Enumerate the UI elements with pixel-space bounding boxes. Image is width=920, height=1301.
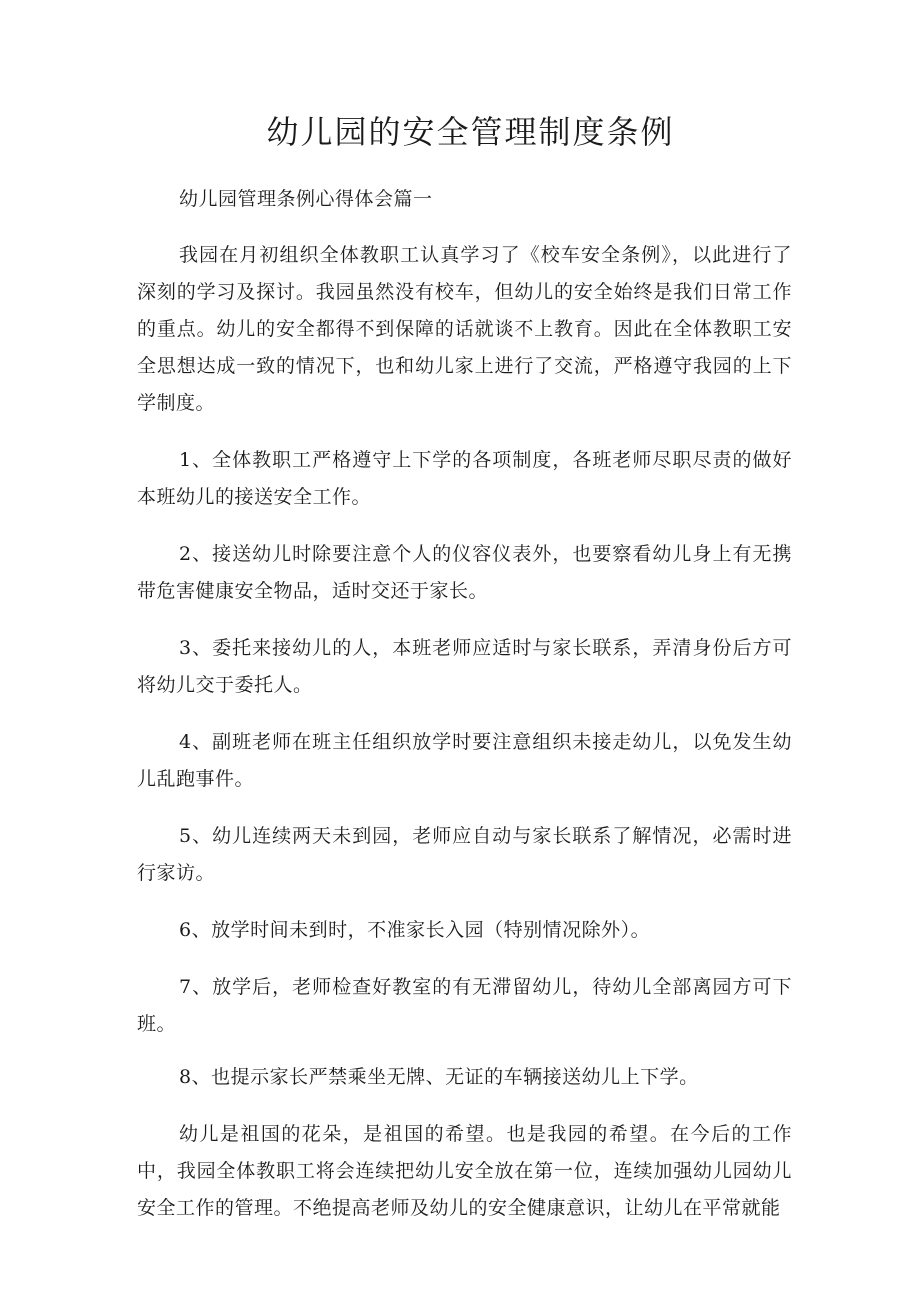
rule-item-5: 5、幼儿连续两天未到园，老师应自动与家长联系了解情况，必需时进行家访。 <box>137 825 792 884</box>
rule-item-1: 1、全体教职工严格遵守上下学的各项制度，各班老师尽职尽责的做好本班幼儿的接送安全工作。 <box>137 449 792 508</box>
document-title: 幼儿园的安全管理制度条例 <box>266 113 675 151</box>
rule-item-2: 2、接送幼儿时除要注意个人的仪容仪表外，也要察看幼儿身上有无携带危害健康安全物品，适时交还于家长。 <box>137 543 792 602</box>
rule-item-3: 3、委托来接幼儿的人，本班老师应适时与家长联系，弄清身份后方可将幼儿交于委托人。 <box>137 637 792 696</box>
section-subtitle: 幼儿园管理条例心得体会篇一 <box>179 188 433 210</box>
rule-item-6: 6、放学时间未到时，不准家长入园（特别情况除外）。 <box>179 919 651 941</box>
intro-paragraph: 我园在月初组织全体教职工认真学习了《校车安全条例》，以此进行了深刻的学习及探讨。我园虽然没有校车，但幼儿的安全始终是我们日常工作的重点。幼儿的安全都得不到保障的话就谈不上教育。因此在全体教职工安全思想达成一致的情况下，也和幼儿家上进行了交流，严格遵守我园的上下学制度。 <box>137 244 792 414</box>
rule-item-4: 4、副班老师在班主任组织放学时要注意组织未接走幼儿，以免发生幼儿乱跑事件。 <box>137 731 792 790</box>
closing-paragraph: 幼儿是祖国的花朵，是祖国的希望。也是我园的希望。在今后的工作中，我园全体教职工将会连续把幼儿安全放在第一位，连续加强幼儿园幼儿安全工作的管理。不绝提高老师及幼儿的安全健康意识，让幼儿在平常就能 <box>137 1123 792 1219</box>
rule-item-7: 7、放学后，老师检查好教室的有无滞留幼儿，待幼儿全部离园方可下班。 <box>137 976 792 1035</box>
rule-item-8: 8、也提示家长严禁乘坐无牌、无证的车辆接送幼儿上下学。 <box>179 1066 699 1088</box>
